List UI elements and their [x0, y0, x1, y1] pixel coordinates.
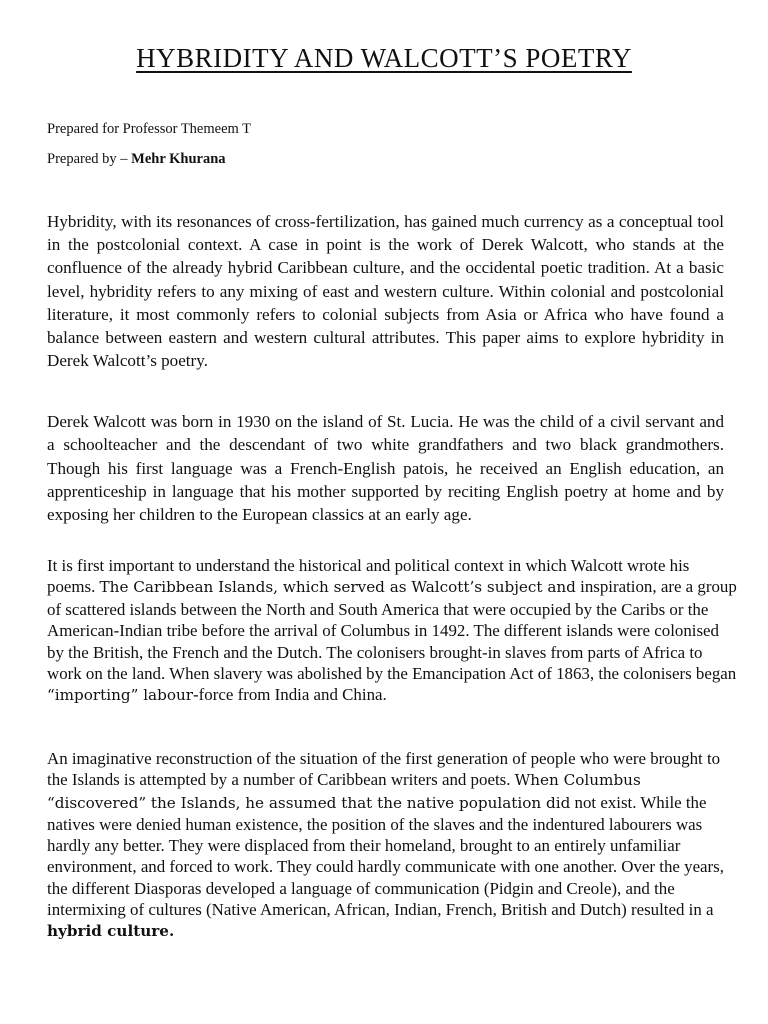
p4-text-d: hybrid culture.: [47, 922, 175, 941]
p4-text-a: An imaginative reconstruction of the situation of the first generation of people who were brought to the Islands is attempted by a number of Caribbean writers and poets.: [47, 749, 721, 790]
paragraph-historical-context: [47, 555, 737, 707]
author-name: Mehr Khurana: [131, 151, 226, 167]
p3-text-d: “importing” labour: [47, 686, 194, 705]
paragraph-reconstruction: [47, 748, 737, 943]
document-title: HYBRIDITY AND WALCOTT’S POETRY: [136, 43, 632, 73]
p3-text-c: inspiration, are a group of scattered islands between the North and South America that were occupied by the Caribs or the American-Indian tribe before the arrival of Columbus in 1492. The different islands were colonised by the British, the French and the Dutch. The colonisers brought-in slaves from parts of Africa to work on the land. When slavery was abolished by the Emancipation Act of 1863, the colonisers began: [47, 577, 737, 684]
paragraph-biography: Derek Walcott was born in 1930 on the island of St. Lucia. He was the child of a civil servant and a schoolteacher and the descendant of two white grandfathers and two black grandmothers. Though his first language was a French-English patois, he received an English education, an apprenticeship in language that his mother supported by reciting English poetry at home and by exposing her children to the European classics at an early age.: [47, 412, 724, 525]
prepared-for-line: Prepared for Professor Themeem T: [47, 121, 252, 137]
prepared-by-line: [47, 151, 226, 168]
p3-text-b: The Caribbean Islands, which served as Walcott’s subject and: [99, 578, 576, 597]
p4-text-b: When Columbus “discovered” the Islands, he assumed that the native population did: [47, 771, 641, 812]
prepared-by-label: Prepared by –: [47, 151, 132, 167]
paragraph-introduction: Hybridity, with its resonances of cross-fertilization, has gained much currency as a conceptual tool in the postcolonial context. A case in point is the work of Derek Walcott, who stands at the confluence of the already hybrid Caribbean culture, and the occidental poetic tradition. At a basic level, hybridity refers to any mixing of east and western culture. Within colonial and postcolonial literature, it most commonly refers to colonial subjects from Asia or Africa who have found a balance between eastern and western cultural attributes. This paper aims to explore hybridity in Derek Walcott’s poetry.: [47, 212, 724, 371]
p3-text-e: -force from India and China.: [193, 685, 387, 705]
p4-text-c: not exist. While the natives were denied human existence, the position of the slaves and the indentured labourers was hardly any better. They were displaced from their homeland, brought to an entirely unfamiliar environment, and forced to work. They could hardly communicate with one another. Over the years, the different Diasporas developed a language of communication (Pidgin and Creole), and the intermixing of cultures (Native American, African, Indian, French, British and Dutch) resulted in a: [47, 792, 724, 920]
p3-text-a: It is first important to understand the historical and political context in which Walcott wrote his poems.: [47, 556, 690, 597]
